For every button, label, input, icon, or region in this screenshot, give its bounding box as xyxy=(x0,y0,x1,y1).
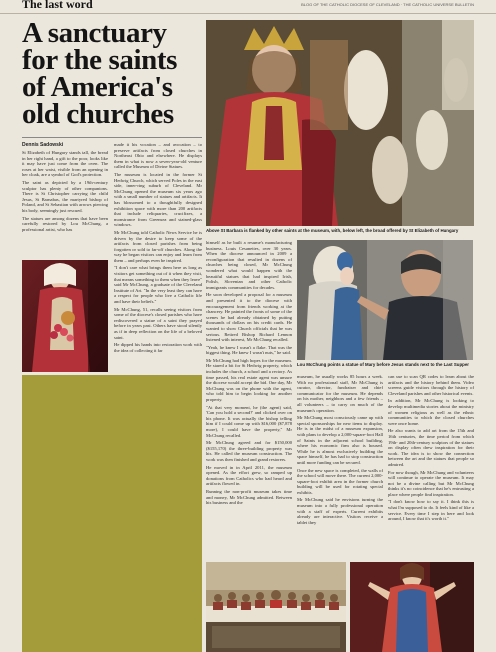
paragraph: He moved in in April 2011, the museum opened. As the effort grew, so ramped up donations from Catholics who had heard and artifacts flowed in. xyxy=(206,464,292,487)
paragraph: In addition, Mr McChung is looking to develop multimedia stories about the ministry of women religious as well as the ethnic communities to which the closed churches were once home. xyxy=(388,398,474,426)
paragraph: The museum is located in the former St Hedwig Church, which served Poles in the east side, inner-ring suburb of Cleveland. Mr McChung opened the museum six years ago with a small number of statues and artifacts. It has blossomed to a thoughtfully designed exhibition space with more than 200 artifacts that include reliquaries, crucifixes, a monstrance from Greensea and stained-glass windows. xyxy=(114,171,202,228)
paragraph: "At that very moment, he (the agent) said, 'Can you hold a second?' and clicked over on his phone. It was actually the bishop telling him if I could come up with $16,000 ($7,878 more), I could have the property," Mr McChung recalled. xyxy=(206,404,292,438)
mary-statue-photo xyxy=(350,562,474,652)
masthead-bar xyxy=(0,0,496,14)
paragraph: Mr McChung told Catholic News Service he is driven by the desire to keep some of the artifacts from closed parishes from being forgotten or sold to far-off churches. Along the way he began visitors can enjoy and learn from them – and perhaps even be inspired. xyxy=(114,229,202,263)
body-column-5 xyxy=(388,374,474,558)
paragraph: Mr McChung said he envisions turning the museum into a fully professional operation with a staff of experts. Current exhibits already are interactive. Visitors receive a tablet they xyxy=(297,497,383,525)
paragraph: He soon developed a proposal for a museum and presented it to the diocese with encouragement from friends working at the chancery. He painted the fronts of some of the scenes he had already obtained by putting thousands of dollars on his credit cards. He wanted to show Church officials that he was serious. Retired Bishop Richard Lennon listened with interest, Mr McChung recalled. xyxy=(206,292,292,343)
paragraph: He dipped his hands into restoration work with the idea of collecting it far xyxy=(114,342,202,353)
paragraph: made it his vocation – and avocation – to preserve artifacts from closed churches in Northeast Ohio and elsewhere. He displays them in what is now a seven-year-old venture called the Museum of Divine Statues. xyxy=(114,142,202,170)
paragraph: himself as he built a resume's manufacturing business. Louis Cesanettes, over 30 years. When the diocese announced in 2009 a reconfiguration that resulted in dozens of churches being closed, Mr McChung wondered what would happen with the beautiful statues that had inspired Irish, Polish, Slovenian and other Catholic immigrants communities for decades. xyxy=(206,240,292,290)
lou-mcchung-mary-statue-photo xyxy=(297,240,473,360)
paragraph: museum, he usually works 85 hours a week. With no professional staff, Mr McChung is curator, director, fundraiser and chief communicator for the museum. He depends on his mother, neighbors and a few friends – all volunteers – to carry on much of the museum's operation. xyxy=(297,374,383,413)
paragraph: Running the non-profit museum takes time and money, Mr McChung admitted. Between his business and the xyxy=(206,488,292,506)
body-column-1 xyxy=(22,150,108,258)
paragraph: Once the new space is completed, the walls of the school will move there. The current 2,000-square-foot exhibit area in the former church building will be used for rotating special exhibits. xyxy=(297,467,383,495)
paragraph: Mr McChung agreed and for $150,000 ($155,170) the three-building property was his. He called the museum construction. The work was then finished and grand restorers. xyxy=(206,440,292,462)
paragraph: can use to scan QR codes to learn about the artifacts and the history behind them. Video screens guide visitors through the history of Cleveland parishes and other historical events. xyxy=(388,374,474,396)
paragraph: "I don't know how to say it. I think this is what I'm supposed to do. It feels kind of like a service. Every time I step in here and look around, I know that it's worth it." xyxy=(388,499,474,522)
paragraph: Mr McChung most consciously came up with special sponsorships for new items to display. He is in the midst of a museum expansion, with plans to develop a 2,000-square-foot Hall of Saints in the adjacent school building, where his economic firm also is housed. While he is almost exclusively building the space himself, he has had to stop construction until more funding can be secured. xyxy=(297,415,383,465)
st-barbara-statues-photo xyxy=(206,20,474,226)
body-column-3 xyxy=(206,240,292,558)
paragraph: "Yeah, he knew I wasn't a flake. That was the biggest thing. He knew I wasn't nuts," he said. xyxy=(206,344,292,356)
right-photo-caption: Lou McChung points a statue of Mary before Jesus stands next to the Last Supper xyxy=(297,362,469,367)
paragraph: The statues are among dozens that have been carefully restored by Lou McChung, a professional artist, who has xyxy=(22,215,108,232)
headline-rule xyxy=(22,137,202,138)
paragraph: For now though, Mr McChung and volunteers will continue to operate the museum. It may not be a divine calling but Mr McChung thinks it's no coincidence that he's entrusting a place where people find inspiration. xyxy=(388,469,474,497)
paragraph: St Elizabeth of Hungary stands tall, the bread in her right hand, a gift to the poor, looks like it may have just come from the oven. The roses at her waist, visible from an opening in her cloak, are a symbol of God's protection. xyxy=(22,150,108,178)
publication-line: BLOG OF THE CATHOLIC DIOCESE OF CLEVELAND · THE CATHOLIC UNIVERSE BULLETIN xyxy=(301,2,474,7)
paragraph: He also wants to add art from the 15th and 16th centuries, the time period from which 19th- and 20th-century sculptors of the statues on display often drew inspiration for their work. The idea is to show the connection between the art and the statues that people so admired. xyxy=(388,428,474,467)
st-elizabeth-statue-photo xyxy=(22,260,108,372)
body-column-2 xyxy=(114,142,202,372)
section-name: The last word xyxy=(22,0,93,11)
colored-panel xyxy=(22,375,202,652)
body-column-4 xyxy=(297,374,383,558)
paragraph: The saint as depicted by a 19th-century sculptor has plenty of other companions. There is St Christopher carrying the child Jesus, St Barnabas, the martyred bishop of Poland, and St Sebastian with arrows piercing his body, seemingly just rescued. xyxy=(22,179,108,213)
article-headline: A sanctuary for the saints of America's old churches xyxy=(22,17,177,130)
main-photo-caption: Above St Barbara is flanked by other saints at the museum, with, below left, the broad offered by St Elizabeth of Hungary xyxy=(206,228,459,233)
paragraph: "I don't care what brings them here as long as visitors get something out of it when they visit, that means something to them when they leave" said Mr McChung, a graduate of the Cleveland Institute of Art. "In the very least they can have a respect for people who live a Catholic life and have their beliefs." xyxy=(114,265,202,305)
last-supper-statues-photo xyxy=(206,562,346,652)
paragraph: Mr McChung, 51, recalls seeing visitors from some of the diocese's closed parishes who have rediscovered a statue of a saint they prayed before in years past. Others have stood silently as if in deep reflection on the life of a beloved saint. xyxy=(114,306,202,340)
paragraph: Mr McChung had high hopes for the museum. He stared a bit for St Hedwig property, which includes the church, a school and a rectory. As time passed, his real estate agent was unsure the diocese would accept the bid. One day, Mr McChung was on the phone with the agent, who told him to begin looking for another property. xyxy=(206,357,292,403)
article-byline: Dennis Sadowski xyxy=(22,142,64,148)
